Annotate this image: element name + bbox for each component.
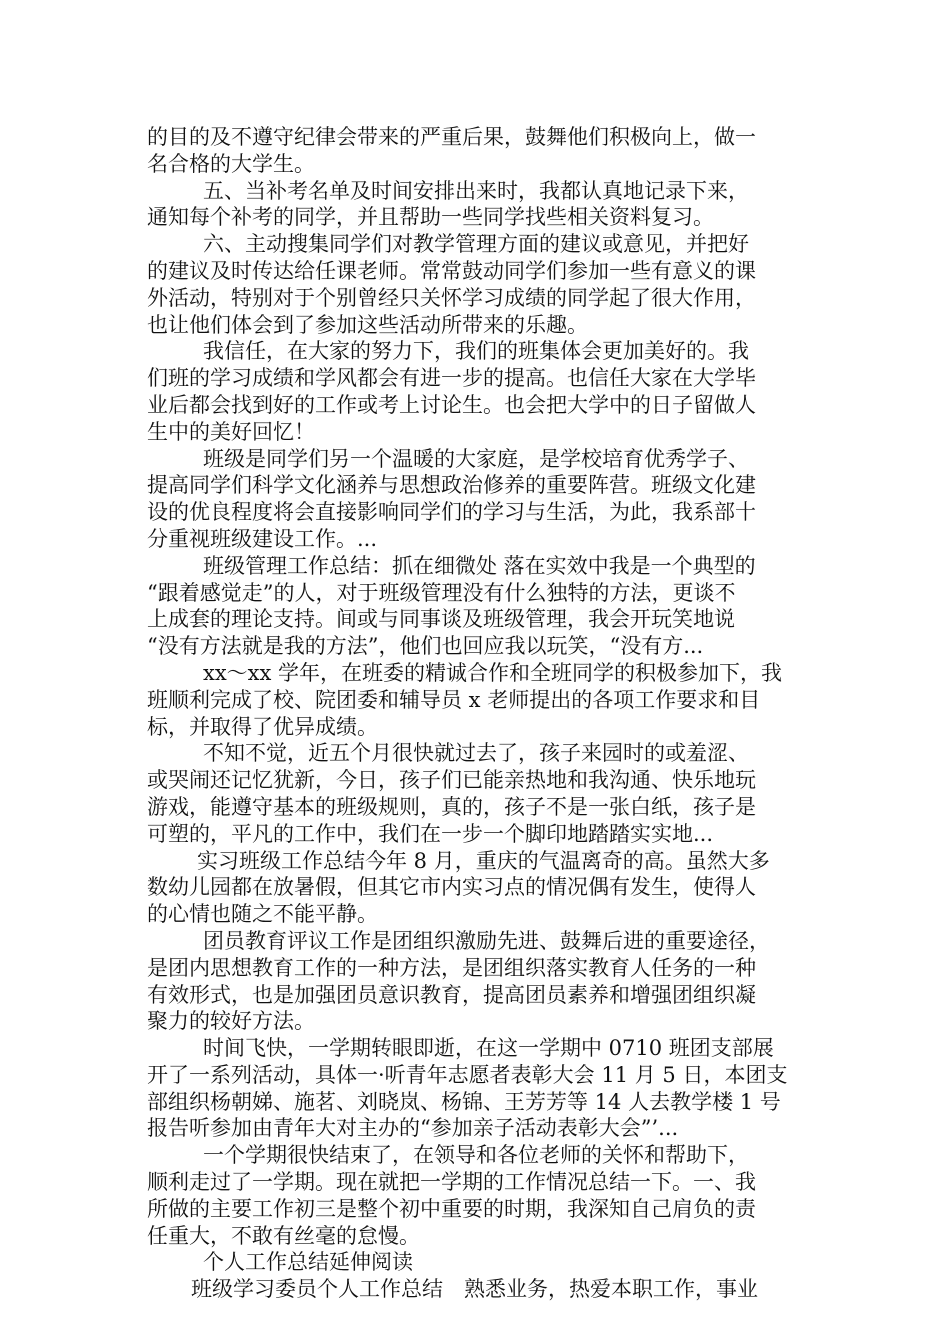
text-line: 六、主动搜集同学们对教学管理方面的建议或意见，并把好 [203, 232, 749, 257]
text-line: 是团内思想教育工作的一种方法，是团组织落实教育人任务的一种 [147, 955, 756, 980]
text-line: 的建议及时传达给任课老师。常常鼓动同学们参加一些有意义的课 [147, 258, 756, 283]
text-line: 名合格的大学生。 [147, 151, 315, 176]
text-line: 们班的学习成绩和学风都会有进一步的提高。也信任大家在大学毕 [147, 366, 756, 391]
text-line: 的心情也随之不能平静。 [147, 902, 378, 927]
text-line: 通知每个补考的同学，并且帮助一些同学找些相关资料复习。 [147, 205, 714, 230]
text-line: 时间飞快，一学期转眼即逝，在这一学期中 0710 班团支部展 [203, 1036, 774, 1061]
text-line: 或哭闹还记忆犹新，今日，孩子们已能亲热地和我沟通、快乐地玩 [147, 768, 756, 793]
text-line: 开了一系列活动，具体一·听青年志愿者表彰大会 11 月 5 日，本团支 [147, 1062, 788, 1087]
text-line: 所做的主要工作初三是整个初中重要的时期，我深知自己肩负的责 [147, 1196, 756, 1221]
text-line: 班级学习委员个人工作总结 熟悉业务，热爱本职工作，事业 [191, 1277, 758, 1302]
text-line: 不知不觉，近五个月很快就过去了，孩子来园时的或羞涩、 [203, 741, 749, 766]
text-line: 生中的美好回忆！ [147, 419, 315, 444]
text-line: 上成套的理论支持。间或与同事谈及班级管理，我会开玩笑地说 [147, 607, 735, 632]
text-line: 班顺利完成了校、院团委和辅导员 x 老师提出的各项工作要求和目 [147, 687, 761, 712]
text-line: 我信任，在大家的努力下，我们的班集体会更加美好的。我 [203, 339, 749, 364]
text-line: 的目的及不遵守纪律会带来的严重后果，鼓舞他们积极向上，做一 [147, 125, 756, 149]
text-line: 有效形式，也是加强团员意识教育，提高团员素养和增强团组织凝 [147, 982, 756, 1007]
text-line: 实习班级工作总结今年 8 月，重庆的气温离奇的高。虽然大多 [197, 848, 770, 873]
text-line: 班级管理工作总结：抓在细微处 落在实效中我是一个典型的 [203, 553, 756, 578]
text-line: 也让他们体会到了参加这些活动所带来的乐趣。 [147, 312, 588, 337]
text-line: 团员教育评议工作是团组织激励先进、鼓舞后进的重要途径， [203, 928, 770, 953]
text-line: 数幼儿园都在放暑假，但其它市内实习点的情况偶有发生，使得人 [147, 875, 756, 900]
text-line: 可塑的，平凡的工作中，我们在一步一个脚印地踏踏实实地... [147, 821, 714, 846]
text-line: 游戏，能遵守基本的班级规则，真的，孩子不是一张白纸，孩子是 [147, 794, 756, 819]
text-line: “跟着感觉走”的人，对于班级管理没有什么独特的方法，更谈不 [147, 580, 736, 605]
text-line: “没有方法就是我的方法”，他们也回应我以玩笑，“没有方... [147, 634, 704, 659]
text-line: 一个学期很快结束了，在领导和各位老师的关怀和帮助下， [203, 1143, 749, 1168]
text-line: 报告听参加由青年大对主办的“参加亲子活动表彰大会”’... [147, 1116, 679, 1141]
text-line: 分重视班级建设工作。... [147, 526, 378, 551]
text-line: 业后都会找到好的工作或考上讨论生。也会把大学中的日子留做人 [147, 392, 756, 417]
text-line: 顺利走过了一学期。现在就把一学期的工作情况总结一下。一、我 [147, 1170, 756, 1195]
text-line: 五、当补考名单及时间安排出来时，我都认真地记录下来， [203, 178, 749, 203]
text-line: 任重大，不敢有丝毫的怠慢。 [147, 1223, 420, 1248]
text-line: 个人工作总结延伸阅读 [203, 1250, 413, 1275]
body-text [147, 124, 815, 1303]
text-line: 班级是同学们另一个温暖的大家庭，是学校培育优秀学子、 [203, 446, 749, 471]
text-line: 提高同学们科学文化涵养与思想政治修养的重要阵营。班级文化建 [147, 473, 756, 498]
text-line: xx～xx 学年，在班委的精诚合作和全班同学的积极参加下，我 [203, 660, 783, 685]
text-line: 标，并取得了优异成绩。 [147, 714, 378, 739]
text-line: 设的优良程度将会直接影响同学们的学习与生活，为此，我系部十 [147, 500, 756, 525]
text-line: 聚力的较好方法。 [147, 1009, 315, 1034]
text-line: 外活动，特别对于个别曾经只关怀学习成绩的同学起了很大作用， [147, 285, 756, 310]
text-line: 部组织杨朝娣、施茗、刘晓岚、杨锦、王芳芳等 14 人去教学楼 1 号 [147, 1089, 781, 1114]
